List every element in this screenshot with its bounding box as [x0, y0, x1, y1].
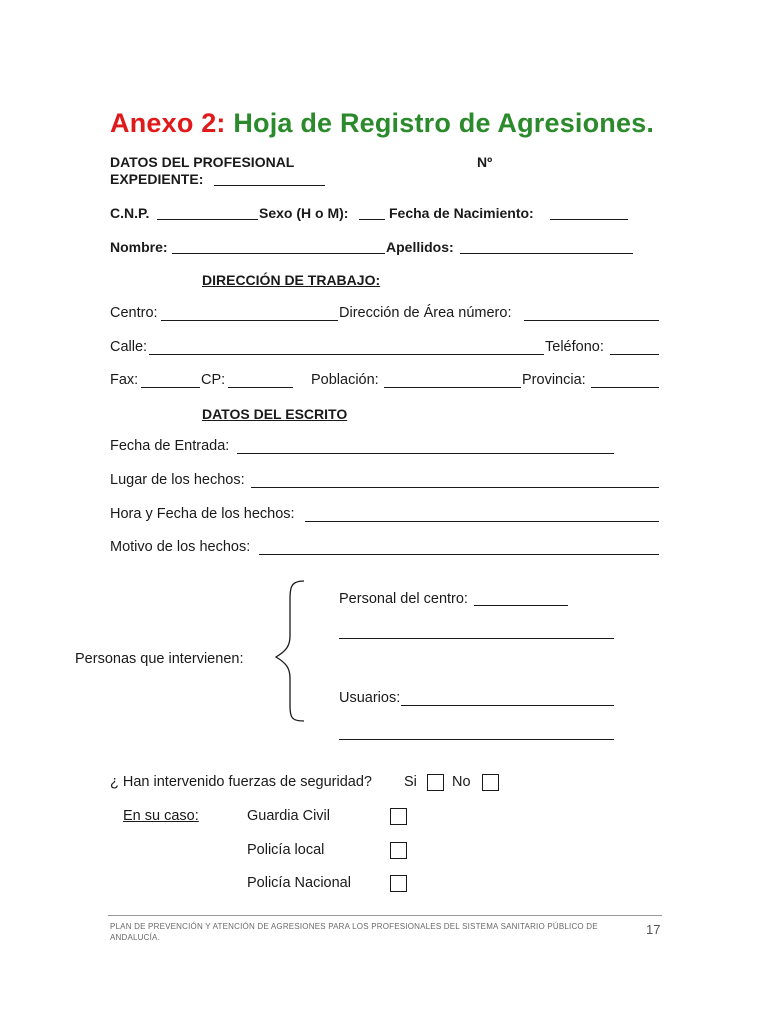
- page-number: 17: [646, 922, 661, 937]
- provincia-field[interactable]: [591, 387, 659, 388]
- fecha-entrada-field[interactable]: [237, 453, 614, 454]
- direccion-area-label: Dirección de Área número:: [339, 305, 512, 321]
- calle-label: Calle:: [110, 339, 148, 355]
- si-label: Si: [404, 774, 417, 790]
- cp-field[interactable]: [228, 387, 293, 388]
- nombre-label: Nombre:: [110, 239, 168, 255]
- motivo-field[interactable]: [259, 554, 659, 555]
- seguridad-question: ¿ Han intervenido fuerzas de seguridad?: [110, 774, 372, 790]
- footer-text: PLAN DE PREVENCIÓN Y ATENCIÓN DE AGRESIONES PARA LOS PROFESIONALES DEL SISTEMA SANITARIO PÚBLICO DE ANDALUCÍA.: [110, 922, 598, 942]
- cp-label: CP:: [201, 372, 226, 388]
- personas-label: Personas que intervienen:: [75, 651, 244, 667]
- title-main: Hoja de Registro de Agresiones.: [233, 108, 655, 138]
- title-prefix: Anexo 2:: [110, 108, 226, 138]
- policia-nacional-checkbox[interactable]: [390, 875, 407, 892]
- poblacion-label: Población:: [311, 372, 379, 388]
- expediente-field[interactable]: [214, 185, 325, 186]
- guardia-civil-label: Guardia Civil: [247, 808, 330, 824]
- cnp-label: C.N.P.: [110, 205, 150, 221]
- sexo-label: Sexo (H o M):: [259, 205, 349, 221]
- si-checkbox[interactable]: [427, 774, 444, 791]
- centro-label: Centro:: [110, 305, 158, 321]
- page-title: [110, 108, 654, 139]
- fax-field[interactable]: [141, 387, 200, 388]
- provincia-label: Provincia:: [522, 372, 586, 388]
- usuarios-label: Usuarios:: [339, 690, 401, 706]
- fax-label: Fax:: [110, 372, 139, 388]
- personal-centro-label: Personal del centro:: [339, 591, 468, 607]
- usuarios-field-2[interactable]: [339, 739, 614, 740]
- policia-local-label: Policía local: [247, 842, 325, 858]
- usuarios-field[interactable]: [401, 705, 614, 706]
- escrito-heading: DATOS DEL ESCRITO: [202, 406, 348, 422]
- en-su-caso-label: En su caso:: [123, 808, 199, 824]
- policia-local-checkbox[interactable]: [390, 842, 407, 859]
- telefono-field[interactable]: [610, 354, 659, 355]
- fecha-entrada-label: Fecha de Entrada:: [110, 438, 230, 454]
- sexo-field[interactable]: [359, 219, 385, 220]
- personal-centro-field[interactable]: [474, 605, 568, 606]
- motivo-label: Motivo de los hechos:: [110, 539, 251, 555]
- apellidos-label: Apellidos:: [386, 239, 454, 255]
- cnp-field[interactable]: [157, 219, 258, 220]
- lugar-label: Lugar de los hechos:: [110, 472, 245, 488]
- curly-brace: [270, 578, 310, 724]
- nombre-field[interactable]: [172, 253, 385, 254]
- hora-fecha-label: Hora y Fecha de los hechos:: [110, 506, 295, 522]
- footer-rule: [108, 915, 662, 916]
- fecha-nacimiento-field[interactable]: [550, 219, 628, 220]
- direccion-heading: DIRECCIÓN DE TRABAJO:: [202, 272, 381, 288]
- centro-field[interactable]: [161, 320, 338, 321]
- policia-nacional-label: Policía Nacional: [247, 875, 351, 891]
- personal-centro-field-2[interactable]: [339, 638, 614, 639]
- fecha-nacimiento-label: Fecha de Nacimiento:: [389, 205, 534, 221]
- lugar-field[interactable]: [251, 487, 659, 488]
- profesional-heading: DATOS DEL PROFESIONAL: [110, 154, 295, 170]
- poblacion-field[interactable]: [384, 387, 521, 388]
- guardia-civil-checkbox[interactable]: [390, 808, 407, 825]
- no-label: No: [452, 774, 471, 790]
- apellidos-field[interactable]: [460, 253, 633, 254]
- calle-field[interactable]: [149, 354, 544, 355]
- telefono-label: Teléfono:: [545, 339, 604, 355]
- hora-fecha-field[interactable]: [305, 521, 659, 522]
- numero-label: Nº: [477, 154, 493, 170]
- no-checkbox[interactable]: [482, 774, 499, 791]
- direccion-area-field[interactable]: [524, 320, 659, 321]
- expediente-label: EXPEDIENTE:: [110, 171, 204, 187]
